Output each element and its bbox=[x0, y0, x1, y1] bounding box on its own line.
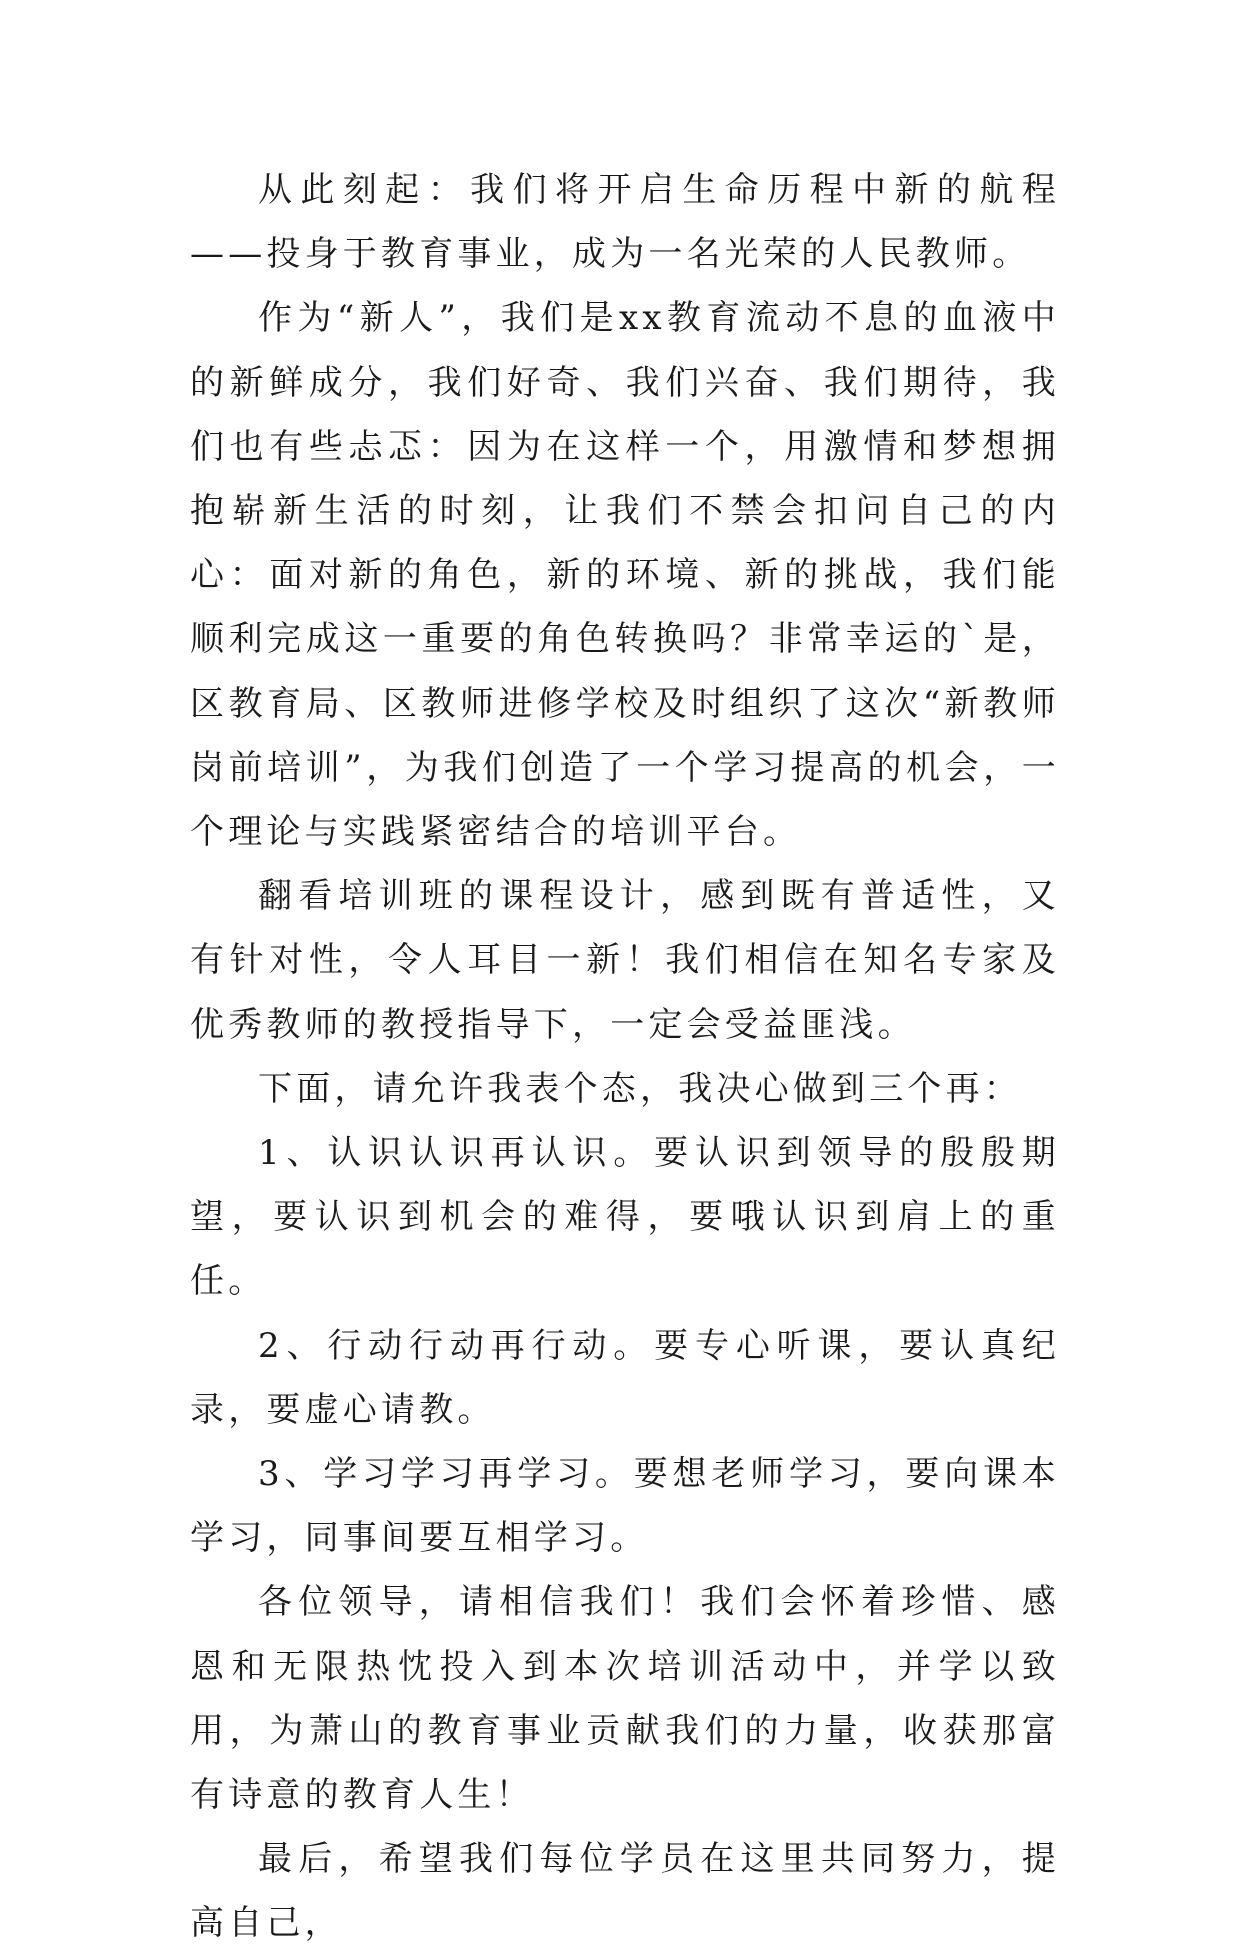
paragraph-resolution-1: 1、认识认识再认识。要认识到领导的殷殷期望，要认识到机会的难得，要哦认识到肩上的重任。 bbox=[190, 1133, 1060, 1302]
paragraph-resolution-3: 3、学习学习再学习。要想老师学习，要向课本学习，同事间要互相学习。 bbox=[190, 1454, 1060, 1559]
paragraph-course-design: 翻看培训班的课程设计，感到既有普适性，又有针对性，令人耳目一新！我们相信在知名专家及优秀教师的教授指导下，一定会受益匪浅。 bbox=[190, 876, 1060, 1045]
paragraph-opening: 从此刻起：我们将开启生命历程中新的航程——投身于教育事业，成为一名光荣的人民教师。 bbox=[190, 170, 1060, 275]
paragraph-closing: 最后，希望我们每位学员在这里共同努力，提高自己， bbox=[190, 1839, 1060, 1944]
paragraph-commitment: 各位领导，请相信我们！我们会怀着珍惜、感恩和无限热忱投入到本次培训活动中，并学以致用，为萧山的教育事业贡献我们的力量，收获那富有诗意的教育人生！ bbox=[190, 1582, 1060, 1816]
paragraph-resolution-intro: 下面，请允许我表个态，我决心做到三个再： bbox=[258, 1068, 1022, 1109]
document-body bbox=[190, 158, 1060, 1956]
paragraph-resolution-2: 2、行动行动再行动。要专心听课，要认真纪录，要虚心请教。 bbox=[190, 1325, 1060, 1430]
paragraph-new-teacher-feelings: 作为“新人”，我们是xx教育流动不息的血液中的新鲜成分，我们好奇、我们兴奋、我们期待，我们也有些忐忑：因为在这样一个，用激情和梦想拥抱崭新生活的时刻，让我们不禁会扣问自己的内心：面对新的角色，新的环境、新的挑战，我们能顺利完成这一重要的角色转换吗？非常幸运的`是，区教育局、区教师进修学校及时组织了这次“新教师岗前培训”，为我们创造了一个学习提高的机会，一个理论与实践紧密结合的培训平台。 bbox=[190, 298, 1060, 853]
